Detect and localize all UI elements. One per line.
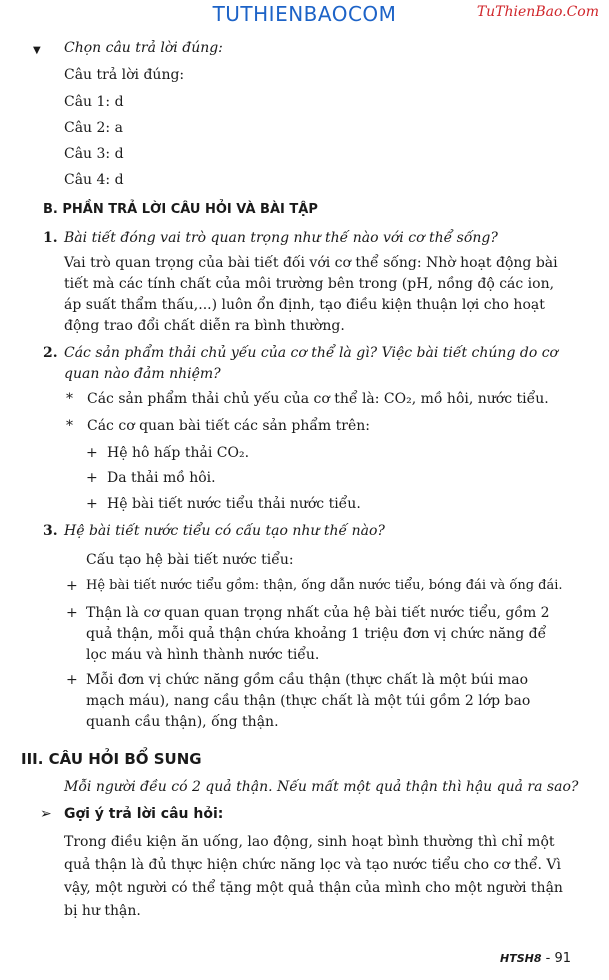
watermark-main: TUTHIENBAOCOM <box>212 2 397 26</box>
q2-sub-item: Da thải mồ hôi. <box>107 470 216 486</box>
page-footer <box>500 951 571 966</box>
q3-point-line: Mỗi đơn vị chức năng gồm cầu thận (thực chất là một búi mao <box>86 672 529 688</box>
hint-heading: Gợi ý trả lời câu hỏi: <box>64 806 224 822</box>
q1-answer-line: áp suất thẩm thấu,...) luôn ổn định, tạo điều kiện thuận lợi cho hoạt <box>64 297 545 313</box>
question-number: 3. <box>43 523 58 539</box>
watermark-script: TuThienBao.Com <box>476 4 599 20</box>
question-number: 1. <box>43 230 58 246</box>
star-bullet-icon: * <box>66 391 73 407</box>
answer-label: Câu trả lời đúng: <box>64 67 185 83</box>
plus-bullet-icon: + <box>66 605 78 621</box>
hint-answer-line: bị hư thận. <box>64 903 141 919</box>
q2-sub-item: Hệ bài tiết nước tiểu thải nước tiểu. <box>107 496 361 512</box>
q2-bullet: Các cơ quan bài tiết các sản phẩm trên: <box>87 418 370 434</box>
arrow-marker-icon: ➢ <box>40 806 52 822</box>
plus-bullet-icon: + <box>86 470 98 486</box>
plus-bullet-icon: + <box>86 496 98 512</box>
q3-point-line: lọc máu và hình thành nước tiểu. <box>86 647 320 663</box>
hint-answer-line: Trong điều kiện ăn uống, lao động, sinh hoạt bình thường thì chỉ một <box>64 834 555 850</box>
q3-point-line: Thận là cơ quan quan trọng nhất của hệ bài tiết nước tiểu, gồm 2 <box>86 605 550 621</box>
q1-answer-line: động trao đổi chất diễn ra bình thường. <box>64 318 345 334</box>
q3-point-line: quả thận, mỗi quả thận chứa khoảng 1 triệu đơn vị chức năng để <box>86 626 547 642</box>
question-2-line: Các sản phẩm thải chủ yếu của cơ thể là gì? Việc bài tiết chúng do cơ <box>64 345 558 361</box>
q3-intro: Cấu tạo hệ bài tiết nước tiểu: <box>86 552 294 568</box>
q3-point: Hệ bài tiết nước tiểu gồm: thận, ống dẫn nước tiểu, bóng đái và ống đái. <box>86 578 563 593</box>
choose-heading: Chọn câu trả lời đúng: <box>64 40 223 56</box>
answer-item: Câu 1: d <box>64 94 124 110</box>
answer-item: Câu 3: d <box>64 146 124 162</box>
answer-item: Câu 2: a <box>64 120 123 136</box>
q3-point-line: mạch máu), nang cầu thận (thực chất là một túi gồm 2 lớp bao <box>86 693 531 709</box>
q3-point-line: quanh cầu thận), ống thận. <box>86 714 279 730</box>
question-number: 2. <box>43 345 58 361</box>
q1-answer-line: tiết mà các tính chất của môi trường bên trong (pH, nồng độ các ion, <box>64 276 555 292</box>
section-3-heading: III. CÂU HỎI BỔ SUNG <box>21 750 202 768</box>
plus-bullet-icon: + <box>66 672 78 688</box>
answer-item: Câu 4: d <box>64 172 124 188</box>
triangle-marker-icon: ▼ <box>33 45 41 56</box>
hint-answer-line: quả thận là đủ thực hiện chức năng lọc và tạo nước tiểu cho cơ thể. Vì <box>64 857 561 873</box>
supplementary-question: Mỗi người đều có 2 quả thận. Nếu mất một quả thận thì hậu quả ra sao? <box>64 779 579 795</box>
q2-sub-item: Hệ hô hấp thải CO₂. <box>107 445 250 461</box>
page-number: - 91 <box>545 951 571 966</box>
question-2-line: quan nào đảm nhiệm? <box>64 366 221 382</box>
book-code: HTSH8 <box>499 952 542 965</box>
q2-bullet: Các sản phẩm thải chủ yếu của cơ thể là: CO₂, mồ hôi, nước tiểu. <box>87 391 549 407</box>
question-1: Bài tiết đóng vai trò quan trọng như thế nào với cơ thể sống? <box>64 230 498 246</box>
section-b-heading: B. PHẦN TRẢ LỜI CÂU HỎI VÀ BÀI TẬP <box>43 202 318 217</box>
plus-bullet-icon: + <box>66 578 78 594</box>
q1-answer-line: Vai trò quan trọng của bài tiết đối với cơ thể sống: Nhờ hoạt động bài <box>64 255 558 271</box>
star-bullet-icon: * <box>66 418 73 434</box>
plus-bullet-icon: + <box>86 445 98 461</box>
question-3: Hệ bài tiết nước tiểu có cấu tạo như thế nào? <box>64 523 385 539</box>
hint-answer-line: vậy, một người có thể tặng một quả thận của mình cho một người thận <box>64 880 563 896</box>
